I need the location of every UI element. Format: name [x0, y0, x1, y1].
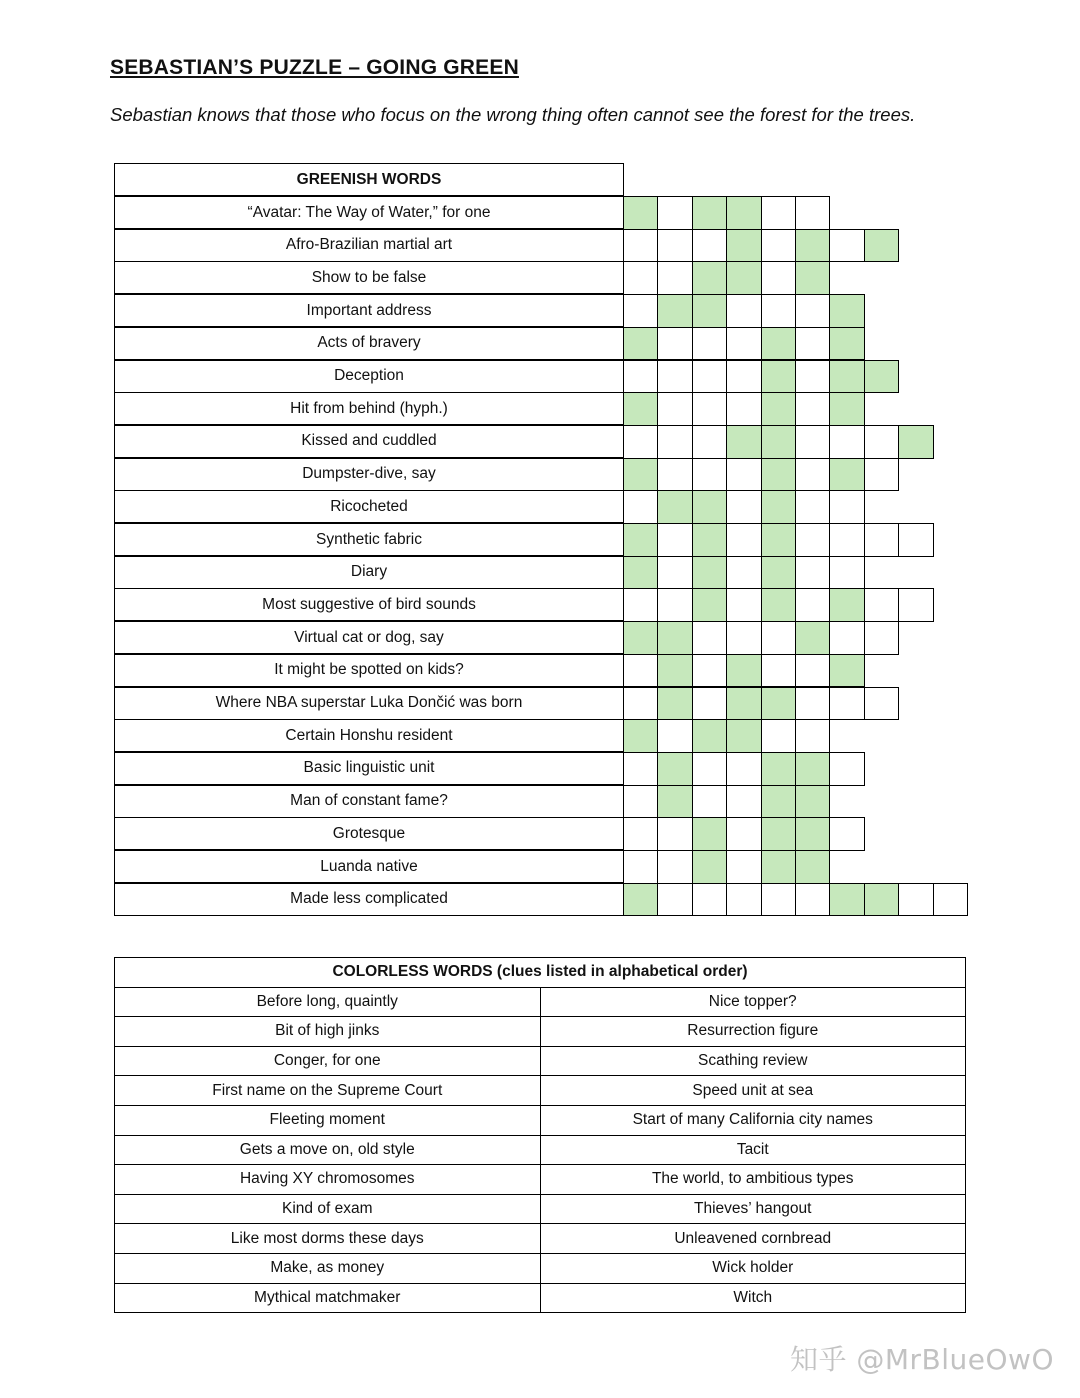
answer-cell[interactable] [726, 294, 761, 328]
greenish-clue: Acts of bravery [114, 327, 624, 360]
answer-cell-green[interactable] [726, 425, 761, 459]
greenish-header: GREENISH WORDS [114, 163, 624, 196]
colorless-clue-right: Speed unit at sea [540, 1076, 966, 1106]
answer-cell[interactable] [726, 392, 761, 426]
answer-cell[interactable] [657, 850, 692, 884]
answer-cell-green[interactable] [761, 850, 796, 884]
answer-cell[interactable] [692, 687, 727, 721]
answer-cell[interactable] [726, 490, 761, 524]
answer-cell[interactable] [726, 556, 761, 590]
answer-cell-green[interactable] [761, 425, 796, 459]
answer-cell[interactable] [657, 261, 692, 295]
colorless-clue-right: Scathing review [540, 1046, 966, 1076]
answer-cell-green[interactable] [692, 850, 727, 884]
greenish-clue: Show to be false [114, 261, 624, 294]
greenish-clue: Dumpster-dive, say [114, 458, 624, 491]
greenish-clue: Diary [114, 556, 624, 589]
greenish-clue: Made less complicated [114, 883, 624, 916]
answer-cell-green[interactable] [829, 883, 864, 917]
answer-cell[interactable] [933, 883, 968, 917]
answer-cell[interactable] [795, 490, 830, 524]
answer-cell-green[interactable] [795, 850, 830, 884]
colorless-clue-right: Unleavened cornbread [540, 1224, 966, 1254]
answer-cell-green[interactable] [657, 687, 692, 721]
answer-cell[interactable] [864, 621, 899, 655]
answer-cell-green[interactable] [726, 196, 761, 230]
colorless-row [115, 987, 966, 1017]
answer-cell[interactable] [726, 850, 761, 884]
answer-cell[interactable] [657, 556, 692, 590]
greenish-clue: Deception [114, 360, 624, 393]
answer-cell-green[interactable] [623, 523, 658, 557]
answer-cell-green[interactable] [829, 360, 864, 394]
answer-cell[interactable] [864, 687, 899, 721]
answer-cell-green[interactable] [761, 392, 796, 426]
answer-cell[interactable] [623, 425, 658, 459]
answer-cell-green[interactable] [692, 523, 727, 557]
answer-cell[interactable] [657, 458, 692, 492]
answer-cell-green[interactable] [623, 883, 658, 917]
answer-cell-green[interactable] [692, 196, 727, 230]
answer-cell[interactable] [692, 654, 727, 688]
answer-cell[interactable] [692, 621, 727, 655]
colorless-clue-left: Conger, for one [115, 1046, 541, 1076]
answer-cell-green[interactable] [761, 817, 796, 851]
greenish-clue: “Avatar: The Way of Water,” for one [114, 196, 624, 229]
answer-cell-green[interactable] [623, 556, 658, 590]
answer-cell-green[interactable] [692, 490, 727, 524]
answer-cell-green[interactable] [795, 621, 830, 655]
greenish-clue: Basic linguistic unit [114, 752, 624, 785]
answer-cell[interactable] [761, 654, 796, 688]
colorless-clue-right: The world, to ambitious types [540, 1165, 966, 1195]
answer-cell-green[interactable] [864, 229, 899, 263]
greenish-clue: Afro-Brazilian martial art [114, 229, 624, 262]
colorless-clue-right: Thieves’ hangout [540, 1194, 966, 1224]
answer-cell[interactable] [864, 458, 899, 492]
answer-cell[interactable] [657, 392, 692, 426]
answer-cell[interactable] [623, 261, 658, 295]
greenish-clue: Ricocheted [114, 490, 624, 523]
answer-cell[interactable] [623, 229, 658, 263]
colorless-header: COLORLESS WORDS (clues listed in alphabetical order) [115, 958, 966, 988]
answer-cell[interactable] [795, 360, 830, 394]
greenish-clue: Hit from behind (hyph.) [114, 392, 624, 425]
answer-cell-green[interactable] [692, 294, 727, 328]
answer-cell[interactable] [761, 294, 796, 328]
answer-cell[interactable] [623, 360, 658, 394]
answer-cell[interactable] [761, 719, 796, 753]
colorless-row [115, 1194, 966, 1224]
answer-cell[interactable] [795, 654, 830, 688]
answer-cell-green[interactable] [623, 621, 658, 655]
answer-cell-green[interactable] [795, 261, 830, 295]
answer-cell-green[interactable] [657, 654, 692, 688]
answer-cell-green[interactable] [761, 490, 796, 524]
answer-cell[interactable] [726, 588, 761, 622]
answer-cell-green[interactable] [829, 392, 864, 426]
colorless-row [115, 1253, 966, 1283]
answer-cell-green[interactable] [829, 458, 864, 492]
answer-cell-green[interactable] [726, 719, 761, 753]
answer-cell[interactable] [623, 687, 658, 721]
answer-cell[interactable] [692, 360, 727, 394]
answer-cell[interactable] [898, 523, 933, 557]
answer-cell-green[interactable] [898, 425, 933, 459]
answer-cell-green[interactable] [726, 229, 761, 263]
answer-cell[interactable] [864, 425, 899, 459]
answer-cell[interactable] [795, 392, 830, 426]
greenish-clue: Virtual cat or dog, say [114, 621, 624, 654]
answer-cell[interactable] [623, 817, 658, 851]
greenish-clue: Where NBA superstar Luka Dončić was born [114, 687, 624, 720]
answer-cell-green[interactable] [623, 458, 658, 492]
colorless-words-table [114, 957, 966, 1313]
answer-cell-green[interactable] [657, 621, 692, 655]
answer-cell-green[interactable] [657, 490, 692, 524]
answer-cell[interactable] [829, 229, 864, 263]
answer-cell-green[interactable] [726, 261, 761, 295]
colorless-clue-right: Wick holder [540, 1253, 966, 1283]
answer-cell[interactable] [623, 588, 658, 622]
answer-cell[interactable] [657, 588, 692, 622]
colorless-clue-right: Resurrection figure [540, 1017, 966, 1047]
answer-cell[interactable] [623, 294, 658, 328]
answer-cell-green[interactable] [864, 883, 899, 917]
colorless-row [115, 1017, 966, 1047]
answer-cell[interactable] [726, 621, 761, 655]
answer-cell-green[interactable] [795, 752, 830, 786]
answer-cell[interactable] [795, 458, 830, 492]
answer-cell[interactable] [898, 883, 933, 917]
answer-cell-green[interactable] [761, 360, 796, 394]
answer-cell-green[interactable] [657, 785, 692, 819]
answer-cell-green[interactable] [623, 392, 658, 426]
answer-cell-green[interactable] [657, 294, 692, 328]
answer-cell[interactable] [898, 588, 933, 622]
colorless-row [115, 1135, 966, 1165]
answer-cell-green[interactable] [761, 556, 796, 590]
answer-cell[interactable] [726, 883, 761, 917]
answer-cell[interactable] [692, 229, 727, 263]
colorless-row [115, 1224, 966, 1254]
answer-cell[interactable] [829, 621, 864, 655]
answer-cell[interactable] [726, 752, 761, 786]
answer-cell[interactable] [726, 523, 761, 557]
answer-cell-green[interactable] [761, 588, 796, 622]
answer-cell[interactable] [795, 556, 830, 590]
answer-cell[interactable] [692, 392, 727, 426]
answer-cell-green[interactable] [692, 817, 727, 851]
answer-cell[interactable] [623, 654, 658, 688]
answer-cell-green[interactable] [692, 556, 727, 590]
greenish-clue: Man of constant fame? [114, 785, 624, 818]
answer-cell[interactable] [829, 425, 864, 459]
watermark: 知乎 @MrBlueOwO [789, 1343, 1054, 1376]
answer-cell[interactable] [761, 229, 796, 263]
colorless-row [115, 1105, 966, 1135]
answer-cell[interactable] [795, 719, 830, 753]
answer-cell[interactable] [692, 752, 727, 786]
answer-cell[interactable] [657, 425, 692, 459]
colorless-clue-left: Bit of high jinks [115, 1017, 541, 1047]
colorless-clue-left: Gets a move on, old style [115, 1135, 541, 1165]
answer-cell-green[interactable] [726, 654, 761, 688]
answer-cell-green[interactable] [657, 752, 692, 786]
colorless-row [115, 1046, 966, 1076]
answer-cell-green[interactable] [795, 229, 830, 263]
answer-cell-green[interactable] [864, 360, 899, 394]
answer-cell[interactable] [726, 817, 761, 851]
answer-cell[interactable] [829, 752, 864, 786]
greenish-clue: It might be spotted on kids? [114, 654, 624, 687]
answer-cell-green[interactable] [692, 261, 727, 295]
colorless-row [115, 1165, 966, 1195]
colorless-clue-right: Start of many California city names [540, 1105, 966, 1135]
answer-cell-green[interactable] [795, 817, 830, 851]
answer-cell-green[interactable] [761, 523, 796, 557]
answer-cell[interactable] [829, 687, 864, 721]
page-title: SEBASTIAN’S PUZZLE – GOING GREEN [110, 56, 519, 79]
answer-cell[interactable] [657, 360, 692, 394]
page-subtitle: Sebastian knows that those who focus on the wrong thing often cannot see the forest for the trees. [110, 104, 916, 125]
answer-cell[interactable] [864, 588, 899, 622]
answer-cell-green[interactable] [829, 327, 864, 361]
answer-cell-green[interactable] [761, 458, 796, 492]
answer-cell[interactable] [623, 785, 658, 819]
answer-cell[interactable] [829, 817, 864, 851]
answer-cell[interactable] [623, 752, 658, 786]
greenish-clue: Grotesque [114, 817, 624, 850]
answer-cell-green[interactable] [692, 719, 727, 753]
answer-cell[interactable] [761, 883, 796, 917]
answer-cell[interactable] [726, 785, 761, 819]
answer-cell[interactable] [657, 327, 692, 361]
answer-cell-green[interactable] [761, 327, 796, 361]
answer-cell[interactable] [795, 196, 830, 230]
colorless-clue-right: Witch [540, 1283, 966, 1313]
answer-cell-green[interactable] [623, 196, 658, 230]
greenish-clue: Kissed and cuddled [114, 425, 624, 458]
colorless-row [115, 1283, 966, 1313]
answer-cell[interactable] [761, 261, 796, 295]
answer-cell[interactable] [623, 850, 658, 884]
greenish-clue: Certain Honshu resident [114, 719, 624, 752]
answer-cell[interactable] [657, 719, 692, 753]
colorless-clue-right: Nice topper? [540, 987, 966, 1017]
answer-cell[interactable] [726, 458, 761, 492]
answer-cell-green[interactable] [761, 785, 796, 819]
colorless-clue-left: Kind of exam [115, 1194, 541, 1224]
greenish-clue: Important address [114, 294, 624, 327]
answer-cell[interactable] [829, 523, 864, 557]
answer-cell[interactable] [726, 327, 761, 361]
answer-cell[interactable] [726, 360, 761, 394]
answer-cell[interactable] [829, 490, 864, 524]
colorless-clue-left: Make, as money [115, 1253, 541, 1283]
answer-cell[interactable] [795, 883, 830, 917]
colorless-clue-left: Like most dorms these days [115, 1224, 541, 1254]
answer-cell[interactable] [761, 621, 796, 655]
colorless-clue-left: Fleeting moment [115, 1105, 541, 1135]
answer-cell-green[interactable] [623, 719, 658, 753]
answer-cell[interactable] [692, 785, 727, 819]
answer-cell[interactable] [761, 196, 796, 230]
colorless-clue-left: Before long, quaintly [115, 987, 541, 1017]
answer-cell-green[interactable] [829, 294, 864, 328]
answer-cell[interactable] [692, 458, 727, 492]
answer-cell[interactable] [795, 327, 830, 361]
colorless-clue-left: Having XY chromosomes [115, 1165, 541, 1195]
colorless-clue-right: Tacit [540, 1135, 966, 1165]
answer-cell[interactable] [795, 687, 830, 721]
colorless-clue-left: First name on the Supreme Court [115, 1076, 541, 1106]
colorless-row [115, 1076, 966, 1106]
answer-cell-green[interactable] [795, 785, 830, 819]
answer-cell[interactable] [623, 490, 658, 524]
answer-cell[interactable] [795, 294, 830, 328]
answer-cell[interactable] [657, 523, 692, 557]
answer-cell[interactable] [795, 425, 830, 459]
answer-cell[interactable] [657, 817, 692, 851]
answer-cell[interactable] [864, 523, 899, 557]
colorless-clue-left: Mythical matchmaker [115, 1283, 541, 1313]
answer-cell[interactable] [795, 523, 830, 557]
answer-cell-green[interactable] [726, 687, 761, 721]
answer-cell[interactable] [795, 588, 830, 622]
answer-cell-green[interactable] [829, 654, 864, 688]
answer-cell[interactable] [692, 425, 727, 459]
answer-cell-green[interactable] [761, 752, 796, 786]
greenish-clue: Luanda native [114, 850, 624, 883]
answer-cell[interactable] [692, 883, 727, 917]
answer-cell[interactable] [657, 196, 692, 230]
answer-cell-green[interactable] [623, 327, 658, 361]
answer-cell[interactable] [829, 556, 864, 590]
answer-cell-green[interactable] [692, 588, 727, 622]
greenish-clue: Synthetic fabric [114, 523, 624, 556]
answer-cell[interactable] [692, 327, 727, 361]
answer-cell[interactable] [657, 883, 692, 917]
answer-cell-green[interactable] [761, 687, 796, 721]
answer-cell[interactable] [657, 229, 692, 263]
greenish-clue: Most suggestive of bird sounds [114, 588, 624, 621]
answer-cell-green[interactable] [829, 588, 864, 622]
